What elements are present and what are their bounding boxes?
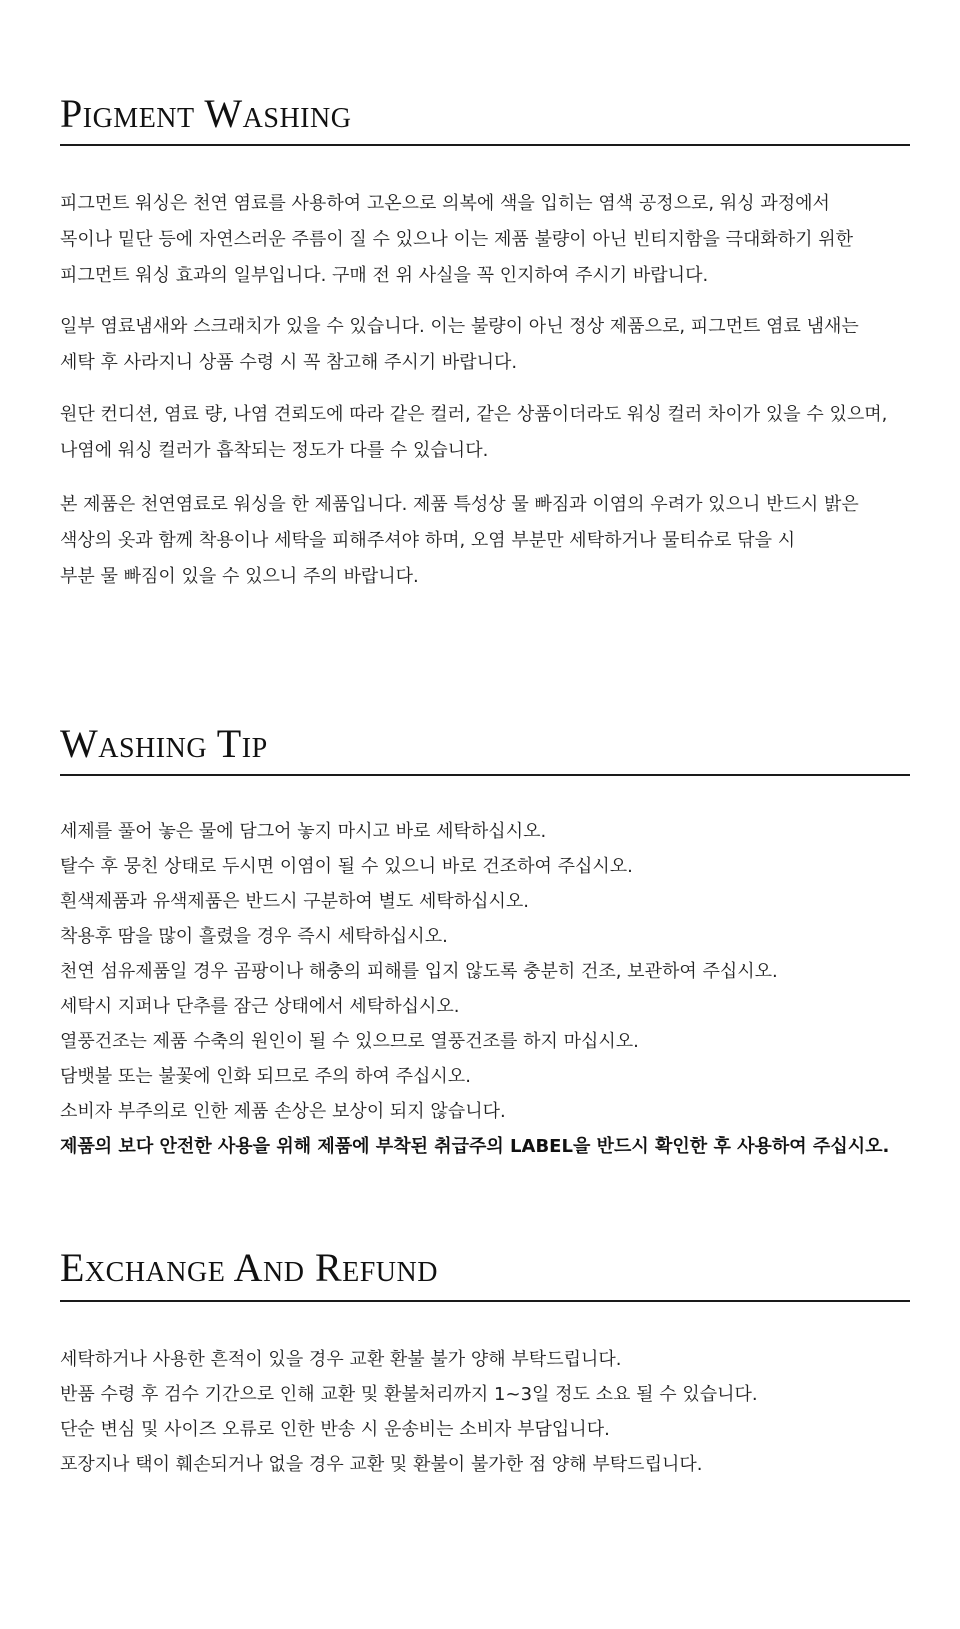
paragraph-line: 본 제품은 천연염료로 워싱을 한 제품입니다. 제품 특성상 물 빠짐과 이염의 우려가 있으니 반드시 밝은 xyxy=(60,494,859,515)
exchange-refund-item: 세탁하거나 사용한 흔적이 있을 경우 교환 환불 불가 양해 부탁드립니다. xyxy=(60,1349,622,1370)
exchange-refund-section xyxy=(60,1245,910,1488)
paragraph-line: 부분 물 빠짐이 있을 수 있으니 주의 바랍니다. xyxy=(60,566,419,587)
paragraph-line: 나염에 워싱 컬러가 흡착되는 정도가 다를 수 있습니다. xyxy=(60,440,489,461)
exchange-refund-divider xyxy=(60,1300,910,1302)
washing-tip-item: 흰색제품과 유색제품은 반드시 구분하여 별도 세탁하십시오. xyxy=(60,891,530,912)
pigment-washing-section xyxy=(60,91,910,604)
paragraph-line: 일부 염료냄새와 스크래치가 있을 수 있습니다. 이는 불량이 아닌 정상 제품으로, 피그먼트 염료 냄새는 xyxy=(60,316,859,337)
label-notice: 제품의 보다 안전한 사용을 위해 제품에 부착된 취급주의 LABEL을 반드시 확인한 후 사용하여 주십시오. xyxy=(60,1136,890,1157)
exchange-refund-item: 반품 수령 후 검수 기간으로 인해 교환 및 환불처리까지 1~3일 정도 소요 될 수 있습니다. xyxy=(60,1384,758,1405)
washing-tip-divider xyxy=(60,774,910,776)
pigment-washing-paragraph xyxy=(60,487,940,595)
washing-tip-item: 천연 섬유제품일 경우 곰팡이나 해충의 피해를 입지 않도록 충분히 건조, 보관하여 주십시오. xyxy=(60,961,778,982)
washing-tip-item: 착용후 땀을 많이 흘렸을 경우 즉시 세탁하십시오. xyxy=(60,926,448,947)
paragraph-line: 원단 컨디션, 염료 량, 나염 견뢰도에 따라 같은 컬러, 같은 상품이더라도 워싱 컬러 차이가 있을 수 있으며, xyxy=(60,404,888,425)
washing-tip-item: 탈수 후 뭉친 상태로 두시면 이염이 될 수 있으니 바로 건조하여 주십시오. xyxy=(60,856,633,877)
washing-tip-item: 담뱃불 또는 불꽃에 인화 되므로 주의 하여 주십시오. xyxy=(60,1066,471,1087)
paragraph-line: 색상의 옷과 함께 착용이나 세탁을 피해주셔야 하며, 오염 부분만 세탁하거나 물티슈로 닦을 시 xyxy=(60,530,796,551)
exchange-refund-item: 포장지나 택이 훼손되거나 없을 경우 교환 및 환불이 불가한 점 양해 부탁드립니다. xyxy=(60,1454,703,1475)
pigment-washing-paragraph xyxy=(60,186,940,294)
exchange-refund-item: 단순 변심 및 사이즈 오류로 인한 반송 시 운송비는 소비자 부담입니다. xyxy=(60,1419,610,1440)
pigment-washing-paragraph xyxy=(60,397,940,469)
paragraph-line: 피그먼트 워싱 효과의 일부입니다. 구매 전 위 사실을 꼭 인지하여 주시기 바랍니다. xyxy=(60,265,709,286)
paragraph-line: 피그먼트 워싱은 천연 염료를 사용하여 고온으로 의복에 색을 입히는 염색 공정으로, 워싱 과정에서 xyxy=(60,193,830,214)
paragraph-line: 세탁 후 사라지니 상품 수령 시 꼭 참고해 주시기 바랍니다. xyxy=(60,352,518,373)
pigment-washing-divider xyxy=(60,144,910,146)
washing-tip-item: 열풍건조는 제품 수축의 원인이 될 수 있으므로 열풍건조를 하지 마십시오. xyxy=(60,1031,639,1052)
pigment-washing-paragraph xyxy=(60,309,940,381)
paragraph-line: 목이나 밑단 등에 자연스러운 주름이 질 수 있으나 이는 제품 불량이 아닌 빈티지함을 극대화하기 위한 xyxy=(60,229,854,250)
washing-tip-section xyxy=(60,721,910,1164)
washing-tip-title: Washing Tip xyxy=(60,721,268,766)
washing-tip-item: 세탁시 지퍼나 단추를 잠근 상태에서 세탁하십시오. xyxy=(60,996,460,1017)
washing-tip-item: 세제를 풀어 놓은 물에 담그어 놓지 마시고 바로 세탁하십시오. xyxy=(60,821,547,842)
washing-tip-item: 소비자 부주의로 인한 제품 손상은 보상이 되지 않습니다. xyxy=(60,1101,506,1122)
exchange-refund-title: Exchange And Refund xyxy=(60,1245,438,1290)
pigment-washing-title: Pigment Washing xyxy=(60,91,352,136)
